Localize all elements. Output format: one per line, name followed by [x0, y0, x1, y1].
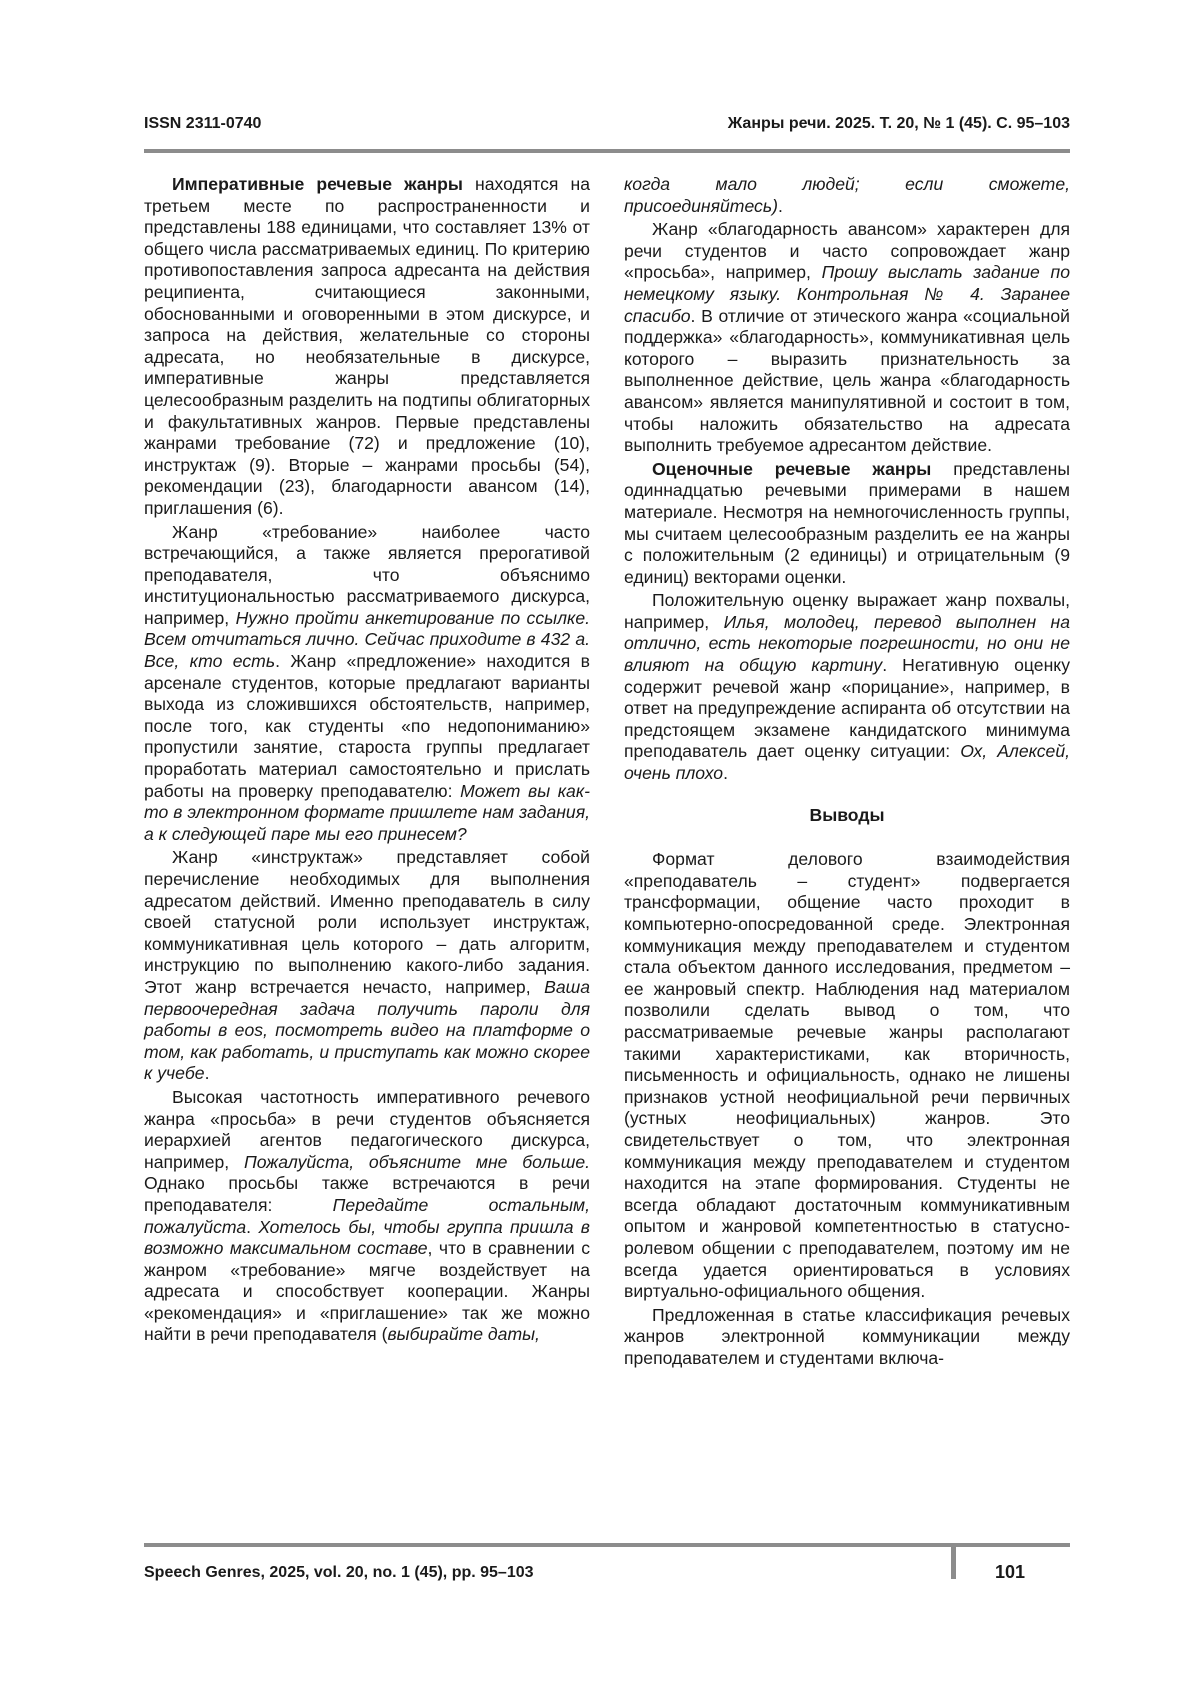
paragraph [624, 459, 1070, 589]
text-run: Жанр «благодарность авансом» характерен для речи студентов и часто сопровождает жанр «просьба», например, [624, 219, 1070, 283]
text-run: . [777, 195, 783, 216]
paragraph [144, 522, 590, 846]
footer-divider [951, 1543, 956, 1579]
running-header [144, 114, 1070, 134]
left-column [144, 174, 590, 1348]
text-run: Положительную оценку выражает жанр похвалы, например, [624, 590, 1070, 632]
text-run: . Жанр «предложение» находится в арсенале студентов, которые предлагают варианты выхода из сложившихся обстоятельств, например, после того, как студенты «по недопониманию» пропустили занятие, староста группы предлагает проработать материал самостоятельно и прислать работы на проверку преподавателю: [144, 651, 590, 801]
example-quote: Илья, молодец, перевод выполнен на отлично, есть некоторые погрешности, но они не влияют на общую картину [624, 611, 1070, 676]
text-run: Жанр «инструктаж» представляет собой перечисление необходимых для выполнения адресатом действий. Именно преподаватель в силу своей статусной роли использует инструктаж, коммуникативная цель которого – дать алгоритм, инструкцию по выполнению какого-либо задания. Этот жанр встречается нечасто, например, [144, 847, 590, 997]
paragraph [144, 847, 590, 1085]
text-run: . В отличие от этического жанра «социальной поддержка» «благодарность», коммуникативная цель которого – выразить признательность за выполненное действие, цель жанра «благодарность авансом» является манипулятивной и состоит в том, чтобы наложить обязательство на адресата выполнить требуемое адресантом действие. [624, 305, 1070, 456]
text-run: представлены одиннадцатью речевыми примерами в нашем материале. Несмотря на немногочисленность группы, мы считаем целесообразным разделить ее на жанры с положительным (2 единицы) и отрицательным (9 единиц) векторами оценки. [624, 458, 1070, 587]
journal-issn: ISSN 2311-0740 [144, 115, 262, 132]
text-run: . Негативную оценку содержит речевой жанр «порицание», например, в ответ на предупреждение аспиранта об отсутствии на предстоящем экзамене кандидатского минимума преподаватель дает оценку ситуации: [624, 655, 1070, 762]
text-run: Жанр «требование» наиболее часто встречающийся, а также является прерогативой преподавателя, что объяснимо институциональностью рассматриваемого дискурса, например, [144, 521, 590, 628]
paragraph: Формат делового взаимодействия «преподаватель – студент» подвергается трансформации, общение часто проходит в компьютерно-опосредованной среде. Электронная коммуникация между преподавателем и студентом стала объектом данного исследования, предметом – ее жанровый спектр. Наблюдения над материалом позволили сделать вывод о том, что рассматриваемые речевые жанры располагают такими характеристиками, как вторичность, письменность и официальность, однако не лишены признаков устной неофициальной речи первичных (устных неофициальных) жанров. Это свидетельствует о том, что электронная коммуникация между преподавателем и студентом находится на этапе формирования. Студенты не всегда обладают достаточным коммуникативным опытом и жанровой компетентностью в статусно-ролевом общении с преподавателем, поэтому им не всегда удается ориентироваться в условиях виртуально-официального общения. [624, 849, 1070, 1302]
section-title: Выводы [809, 804, 885, 825]
text-run: Однако просьбы также встречаются в речи преподавателя: [144, 1173, 590, 1215]
text-run: Высокая частотность императивного речевого жанра «просьба» в речи студентов объясняется иерархией агентов педагогического дискурса, например, [144, 1086, 590, 1172]
paragraph [144, 174, 590, 520]
example-quote: когда мало людей; если сможете, присоединяйтесь) [624, 174, 1070, 216]
paragraph [624, 174, 1070, 217]
paragraph: Предложенная в статье классификация речевых жанров электронной коммуникации между преподавателем и студентами включа- [624, 1304, 1070, 1368]
footer-rule [144, 1543, 1070, 1547]
page-number: 101 [995, 1562, 1026, 1582]
example-quote: Может вы как-то в электронном формате пришлете нам задания, а к следующей паре мы его принесем? [144, 780, 590, 844]
text-run: находятся на третьем месте по распространенности и представлены 188 единицами, что составляет 13% от общего числа рассматриваемых единиц. По критерию противопоставления запроса адресанта на действия реципиента, считающиеся законными, обоснованными и оговоренными в этом дискурсе, и запроса на действия, желательные со стороны адресата, но необязательные в дискурсе, императивные жанры представляется целесообразным разделить на подтипы облигаторных и факультативных жанров. Первые представлены жанрами требование (72) и предложение (10), инструктаж (9). Вторые – жанрами просьбы (54), рекомендации (23), благодарности авансом (14), приглашения (6). [144, 174, 590, 518]
right-column [624, 174, 1070, 1371]
example-quote: Передайте остальным, пожалуйста [144, 1194, 590, 1237]
example-quote: Прошу выслать задание по немецкому языку. Контрольная № 4. Заранее спасибо [624, 262, 1071, 326]
example-quote: Ваша первоочередная задача получить пароли для работы в eos, посмотреть видео на платформе о том, как работать, и приступать как можно скорее к учебе [144, 976, 590, 1084]
text-run: , что в сравнении с жанром «требование» мягче воздействует на адресата и способствует кооперации. Жанры «рекомендация» и «приглашение» так же можно найти в речи преподавателя ( [144, 1238, 590, 1345]
text-run: . [246, 1216, 259, 1237]
journal-citation-header: Жанры речи. 2025. Т. 20, № 1 (45). С. 95–103 [727, 115, 1070, 132]
example-quote: Хотелось бы, чтобы группа пришла в возможно максимальном составе [144, 1216, 590, 1259]
paragraph [624, 219, 1070, 457]
text-run: . [723, 763, 728, 784]
example-quote: Ох, Алексей, очень плохо [624, 741, 1070, 784]
paragraph [144, 1087, 590, 1346]
example-quote: Пожалуйста, объясните мне больше. [244, 1151, 590, 1172]
example-quote: выбирайте даты, [387, 1324, 540, 1345]
paragraph [624, 590, 1070, 784]
text-run: . [204, 1063, 210, 1084]
header-rule [144, 149, 1070, 153]
footer-citation: Speech Genres, 2025, vol. 20, no. 1 (45), pp. 95–103 [144, 1564, 534, 1581]
example-quote: Нужно пройти анкетирование по ссылке. Всем отчитаться лично. Сейчас приходите в 432 а. Все, кто есть [144, 607, 590, 672]
text-run: Императивные речевые жанры [172, 174, 463, 194]
text-run: Оценочные речевые жанры [652, 458, 932, 479]
